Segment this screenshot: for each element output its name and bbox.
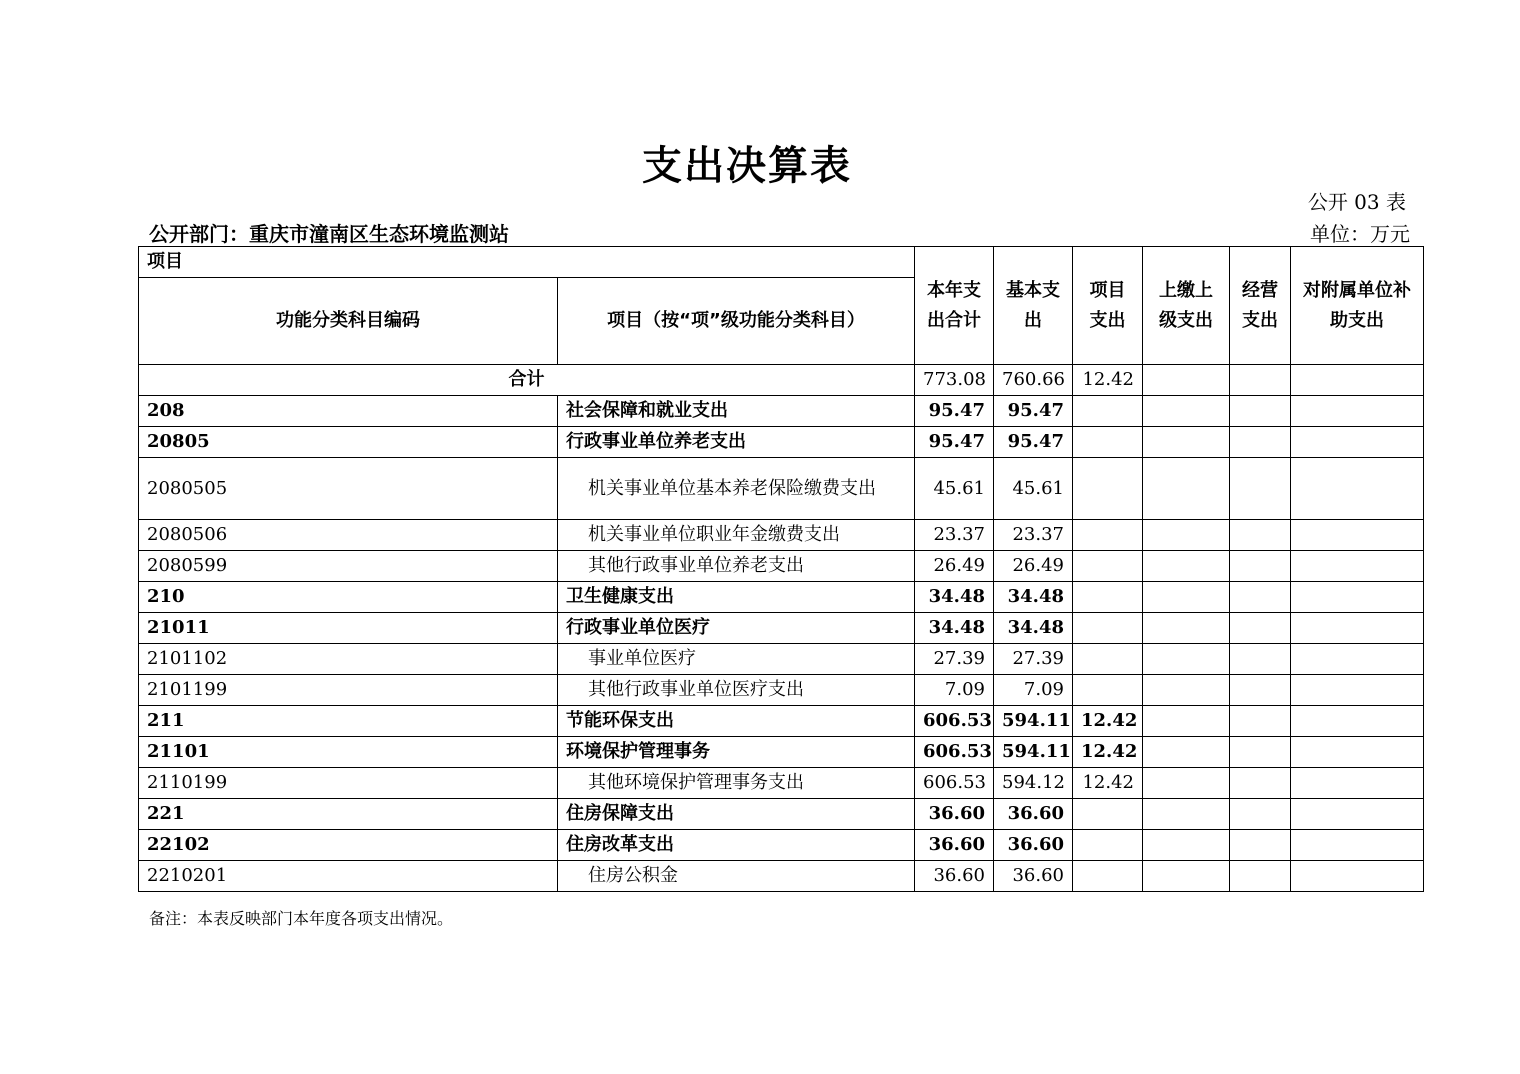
row-basic: 594.11 [994, 706, 1073, 737]
table-row [139, 768, 1424, 799]
table-row [139, 644, 1424, 675]
row-name: 行政事业单位医疗 [558, 613, 915, 644]
row-basic: 26.49 [994, 551, 1073, 582]
row-basic: 27.39 [994, 644, 1073, 675]
row-subsidy [1291, 613, 1424, 644]
row-upper [1143, 520, 1230, 551]
row-project: 12.42 [1073, 706, 1143, 737]
department-label: 公开部门：重庆市潼南区生态环境监测站 [149, 222, 509, 246]
row-total: 45.61 [915, 458, 994, 520]
footnote: 备注：本表反映部门本年度各项支出情况。 [149, 909, 454, 928]
table-row [139, 458, 1424, 520]
row-basic: 95.47 [994, 396, 1073, 427]
row-name: 其他环境保护管理事务支出 [558, 768, 915, 799]
header-row-1 [139, 247, 1424, 278]
form-number: 公开 03 表 [1307, 190, 1406, 214]
row-subsidy [1291, 706, 1424, 737]
row-name: 节能环保支出 [558, 706, 915, 737]
row-project [1073, 830, 1143, 861]
row-code: 2101199 [139, 675, 558, 706]
row-name: 机关事业单位基本养老保险缴费支出 [558, 458, 915, 520]
table-row [139, 396, 1424, 427]
row-upper [1143, 768, 1230, 799]
row-code: 2080506 [139, 520, 558, 551]
row-total: 95.47 [915, 427, 994, 458]
row-total: 26.49 [915, 551, 994, 582]
row-code: 2080599 [139, 551, 558, 582]
row-project: 12.42 [1073, 737, 1143, 768]
row-total: 36.60 [915, 799, 994, 830]
total-project: 12.42 [1073, 365, 1143, 396]
row-business [1230, 520, 1291, 551]
row-upper [1143, 861, 1230, 892]
row-business [1230, 799, 1291, 830]
row-business [1230, 768, 1291, 799]
row-project: 12.42 [1073, 768, 1143, 799]
row-subsidy [1291, 737, 1424, 768]
row-basic: 34.48 [994, 613, 1073, 644]
row-total: 606.53 [915, 768, 994, 799]
expenditure-table [138, 246, 1424, 892]
row-total: 606.53 [915, 737, 994, 768]
row-subsidy [1291, 427, 1424, 458]
table-row [139, 582, 1424, 613]
row-subsidy [1291, 830, 1424, 861]
row-project [1073, 520, 1143, 551]
page-title: 支出决算表 [642, 143, 852, 189]
header-name: 项目（按“项”级功能分类科目） [558, 278, 915, 365]
header-upper: 上缴上级支出 [1143, 247, 1230, 365]
row-basic: 36.60 [994, 830, 1073, 861]
row-total: 7.09 [915, 675, 994, 706]
header-subsidy: 对附属单位补助支出 [1291, 247, 1424, 365]
row-name: 行政事业单位养老支出 [558, 427, 915, 458]
total-business [1230, 365, 1291, 396]
row-project [1073, 396, 1143, 427]
row-upper [1143, 675, 1230, 706]
row-code: 210 [139, 582, 558, 613]
row-basic: 36.60 [994, 799, 1073, 830]
row-project [1073, 861, 1143, 892]
row-upper [1143, 644, 1230, 675]
row-subsidy [1291, 551, 1424, 582]
table-row [139, 737, 1424, 768]
row-subsidy [1291, 520, 1424, 551]
total-subsidy [1291, 365, 1424, 396]
row-business [1230, 582, 1291, 613]
header-project-expense: 项目支出 [1073, 247, 1143, 365]
row-total: 27.39 [915, 644, 994, 675]
row-upper [1143, 551, 1230, 582]
row-name: 住房改革支出 [558, 830, 915, 861]
row-basic: 95.47 [994, 427, 1073, 458]
row-code: 21011 [139, 613, 558, 644]
row-upper [1143, 613, 1230, 644]
row-name: 机关事业单位职业年金缴费支出 [558, 520, 915, 551]
row-code: 221 [139, 799, 558, 830]
table-row [139, 520, 1424, 551]
total-total: 773.08 [915, 365, 994, 396]
table-row [139, 799, 1424, 830]
row-business [1230, 830, 1291, 861]
row-total: 34.48 [915, 582, 994, 613]
row-basic: 7.09 [994, 675, 1073, 706]
row-subsidy [1291, 582, 1424, 613]
row-business [1230, 551, 1291, 582]
table-row [139, 706, 1424, 737]
row-total: 23.37 [915, 520, 994, 551]
row-name: 其他行政事业单位养老支出 [558, 551, 915, 582]
row-name: 卫生健康支出 [558, 582, 915, 613]
table-row [139, 427, 1424, 458]
row-code: 208 [139, 396, 558, 427]
row-code: 20805 [139, 427, 558, 458]
header-basic: 基本支出 [994, 247, 1073, 365]
row-subsidy [1291, 861, 1424, 892]
row-total: 36.60 [915, 830, 994, 861]
row-project [1073, 427, 1143, 458]
row-business [1230, 706, 1291, 737]
table-body [139, 247, 1424, 892]
row-project [1073, 551, 1143, 582]
row-basic: 594.11 [994, 737, 1073, 768]
header-project: 项目 [139, 247, 915, 278]
row-total: 34.48 [915, 613, 994, 644]
row-upper [1143, 737, 1230, 768]
row-total: 95.47 [915, 396, 994, 427]
total-label: 合计 [139, 365, 915, 396]
row-business [1230, 675, 1291, 706]
total-basic: 760.66 [994, 365, 1073, 396]
row-code: 211 [139, 706, 558, 737]
table-row [139, 613, 1424, 644]
row-code: 21101 [139, 737, 558, 768]
row-upper [1143, 830, 1230, 861]
row-project [1073, 458, 1143, 520]
row-name: 住房公积金 [558, 861, 915, 892]
row-business [1230, 644, 1291, 675]
row-basic: 34.48 [994, 582, 1073, 613]
row-business [1230, 458, 1291, 520]
row-subsidy [1291, 768, 1424, 799]
table-row [139, 675, 1424, 706]
row-basic: 36.60 [994, 861, 1073, 892]
row-project [1073, 799, 1143, 830]
row-code: 2101102 [139, 644, 558, 675]
row-code: 22102 [139, 830, 558, 861]
row-business [1230, 396, 1291, 427]
row-project [1073, 644, 1143, 675]
row-subsidy [1291, 644, 1424, 675]
row-name: 社会保障和就业支出 [558, 396, 915, 427]
header-total: 本年支出合计 [915, 247, 994, 365]
row-total: 606.53 [915, 706, 994, 737]
row-upper [1143, 396, 1230, 427]
row-subsidy [1291, 799, 1424, 830]
row-upper [1143, 427, 1230, 458]
header-business: 经营支出 [1230, 247, 1291, 365]
table-row [139, 861, 1424, 892]
row-upper [1143, 458, 1230, 520]
row-subsidy [1291, 458, 1424, 520]
table-row [139, 830, 1424, 861]
row-basic: 23.37 [994, 520, 1073, 551]
row-project [1073, 613, 1143, 644]
total-row [139, 365, 1424, 396]
table-row [139, 551, 1424, 582]
row-code: 2110199 [139, 768, 558, 799]
row-basic: 594.12 [994, 768, 1073, 799]
row-upper [1143, 582, 1230, 613]
row-business [1230, 737, 1291, 768]
header-code: 功能分类科目编码 [139, 278, 558, 365]
unit-label: 单位：万元 [1310, 222, 1410, 246]
row-upper [1143, 799, 1230, 830]
row-business [1230, 427, 1291, 458]
row-code: 2080505 [139, 458, 558, 520]
row-name: 事业单位医疗 [558, 644, 915, 675]
row-name: 其他行政事业单位医疗支出 [558, 675, 915, 706]
row-code: 2210201 [139, 861, 558, 892]
row-project [1073, 582, 1143, 613]
row-total: 36.60 [915, 861, 994, 892]
row-subsidy [1291, 675, 1424, 706]
row-name: 住房保障支出 [558, 799, 915, 830]
row-name: 环境保护管理事务 [558, 737, 915, 768]
row-business [1230, 613, 1291, 644]
row-project [1073, 675, 1143, 706]
row-basic: 45.61 [994, 458, 1073, 520]
total-upper [1143, 365, 1230, 396]
row-subsidy [1291, 396, 1424, 427]
row-business [1230, 861, 1291, 892]
row-upper [1143, 706, 1230, 737]
